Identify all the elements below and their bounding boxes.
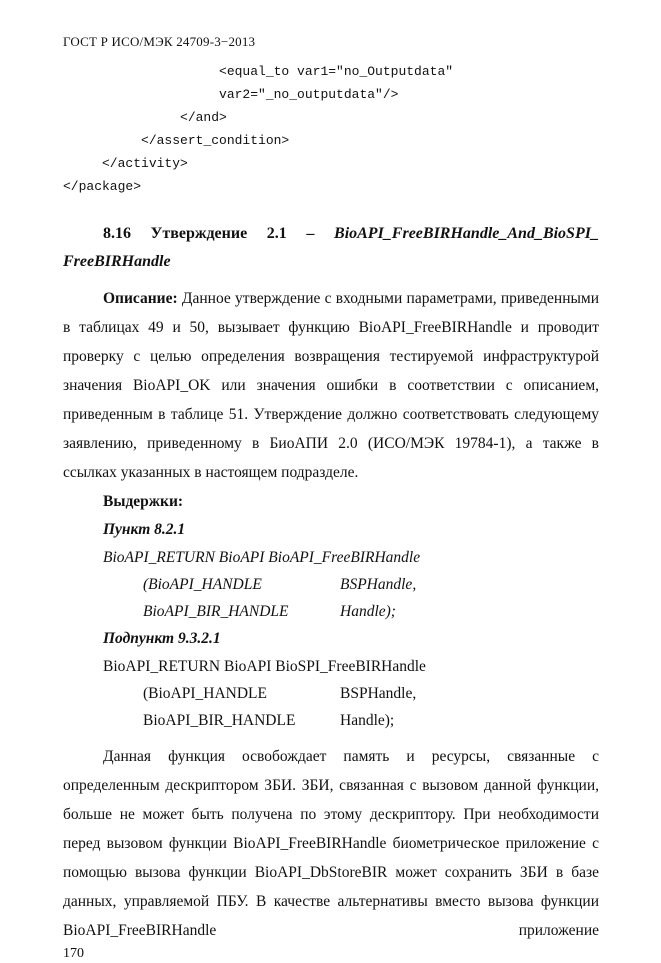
signature-line — [63, 598, 599, 625]
signature-line — [63, 653, 599, 680]
page-footer — [63, 945, 599, 963]
signature-col1: (BioAPI_HANDLE — [143, 576, 262, 593]
signature-line — [63, 571, 599, 598]
clause-function-signature — [63, 544, 599, 625]
assertion-name-part2: FreeBIRHandle — [63, 253, 171, 270]
description-paragraph — [63, 284, 599, 487]
description-text: Данное утверждение с входными параметрами, приведенными в таблицах 49 и 50, вызывает функцию BioAPI_FreeBIRHandle и проводит проверку с целью определения возвращения тестируемой инфраструктурой значения BioAPI_OK или значения ошибки в соответствии с описанием, приведенным в таблице 51. Утверждение должно соответствовать следующему заявлению, приведенному в БиоАПИ 2.0 (ИСО/МЭК 19784-1), а также в ссылках указанных в настоящем подразделе. — [63, 290, 600, 481]
code-line: </assert_condition> — [63, 133, 290, 148]
assertion-version: 2.1 — [266, 225, 287, 242]
signature-col2: Handle); — [340, 603, 396, 620]
signature-col1: (BioAPI_HANDLE — [143, 685, 267, 702]
signature-col2: BSPHandle, — [340, 685, 417, 702]
page-number: 170 — [63, 946, 84, 961]
subclause-title: Подпункт 9.3.2.1 — [103, 630, 221, 647]
code-line: </package> — [63, 179, 142, 194]
signature-line — [63, 707, 599, 734]
signature-line — [63, 544, 599, 571]
signature-col2: BSPHandle, — [340, 576, 417, 593]
assertion-name-part1: BioAPI_FreeBIRHandle_And_BioSPI_ — [334, 225, 599, 242]
heading-word: Утверждение — [150, 225, 248, 242]
description-label: Описание: — [103, 290, 178, 307]
section-heading-line1 — [63, 220, 599, 248]
section-number: 8.16 — [103, 225, 131, 242]
signature-col1: BioAPI_RETURN BioAPI BioAPI_FreeBIRHandle — [103, 549, 421, 566]
code-line: </and> — [63, 110, 227, 125]
clause-title: Пункт 8.2.1 — [103, 521, 186, 538]
signature-col1: BioAPI_RETURN BioAPI BioSPI_FreeBIRHandle — [103, 658, 426, 675]
excerpts-label: Выдержки: — [103, 493, 184, 510]
code-line: var2="_no_outputdata"/> — [63, 87, 399, 102]
signature-col1: BioAPI_BIR_HANDLE — [143, 712, 296, 729]
closing-paragraph: Данная функция освобождает память и ресурсы, связанные с определенным дескриптором ЗБИ. ЗБИ, связанная с вызовом данной функции, больше не может быть получена по этому дескриптору. При необходимости перед вызовом функции BioAPI_FreeBIRHandle биометрическое приложение с помощью вызова функции BioAPI_DbStoreBIR может сохранить ЗБИ в базе данных, управляемой ПБУ. В качестве альтернативы вместо вызова функции BioAPI_FreeBIRHandle приложение — [63, 748, 599, 939]
subclause-function-signature — [63, 653, 599, 734]
signature-col1: BioAPI_BIR_HANDLE — [143, 603, 289, 620]
section-heading — [63, 220, 599, 276]
heading-dash: – — [306, 225, 315, 242]
code-line: <equal_to var1="no_Outputdata" — [63, 64, 454, 79]
signature-col2: Handle); — [340, 712, 395, 729]
code-line: </activity> — [63, 156, 188, 171]
signature-line — [63, 680, 599, 707]
xml-code-block — [63, 60, 599, 198]
document-code-header: ГОСТ Р ИСО/МЭК 24709-3−2013 — [63, 34, 256, 49]
